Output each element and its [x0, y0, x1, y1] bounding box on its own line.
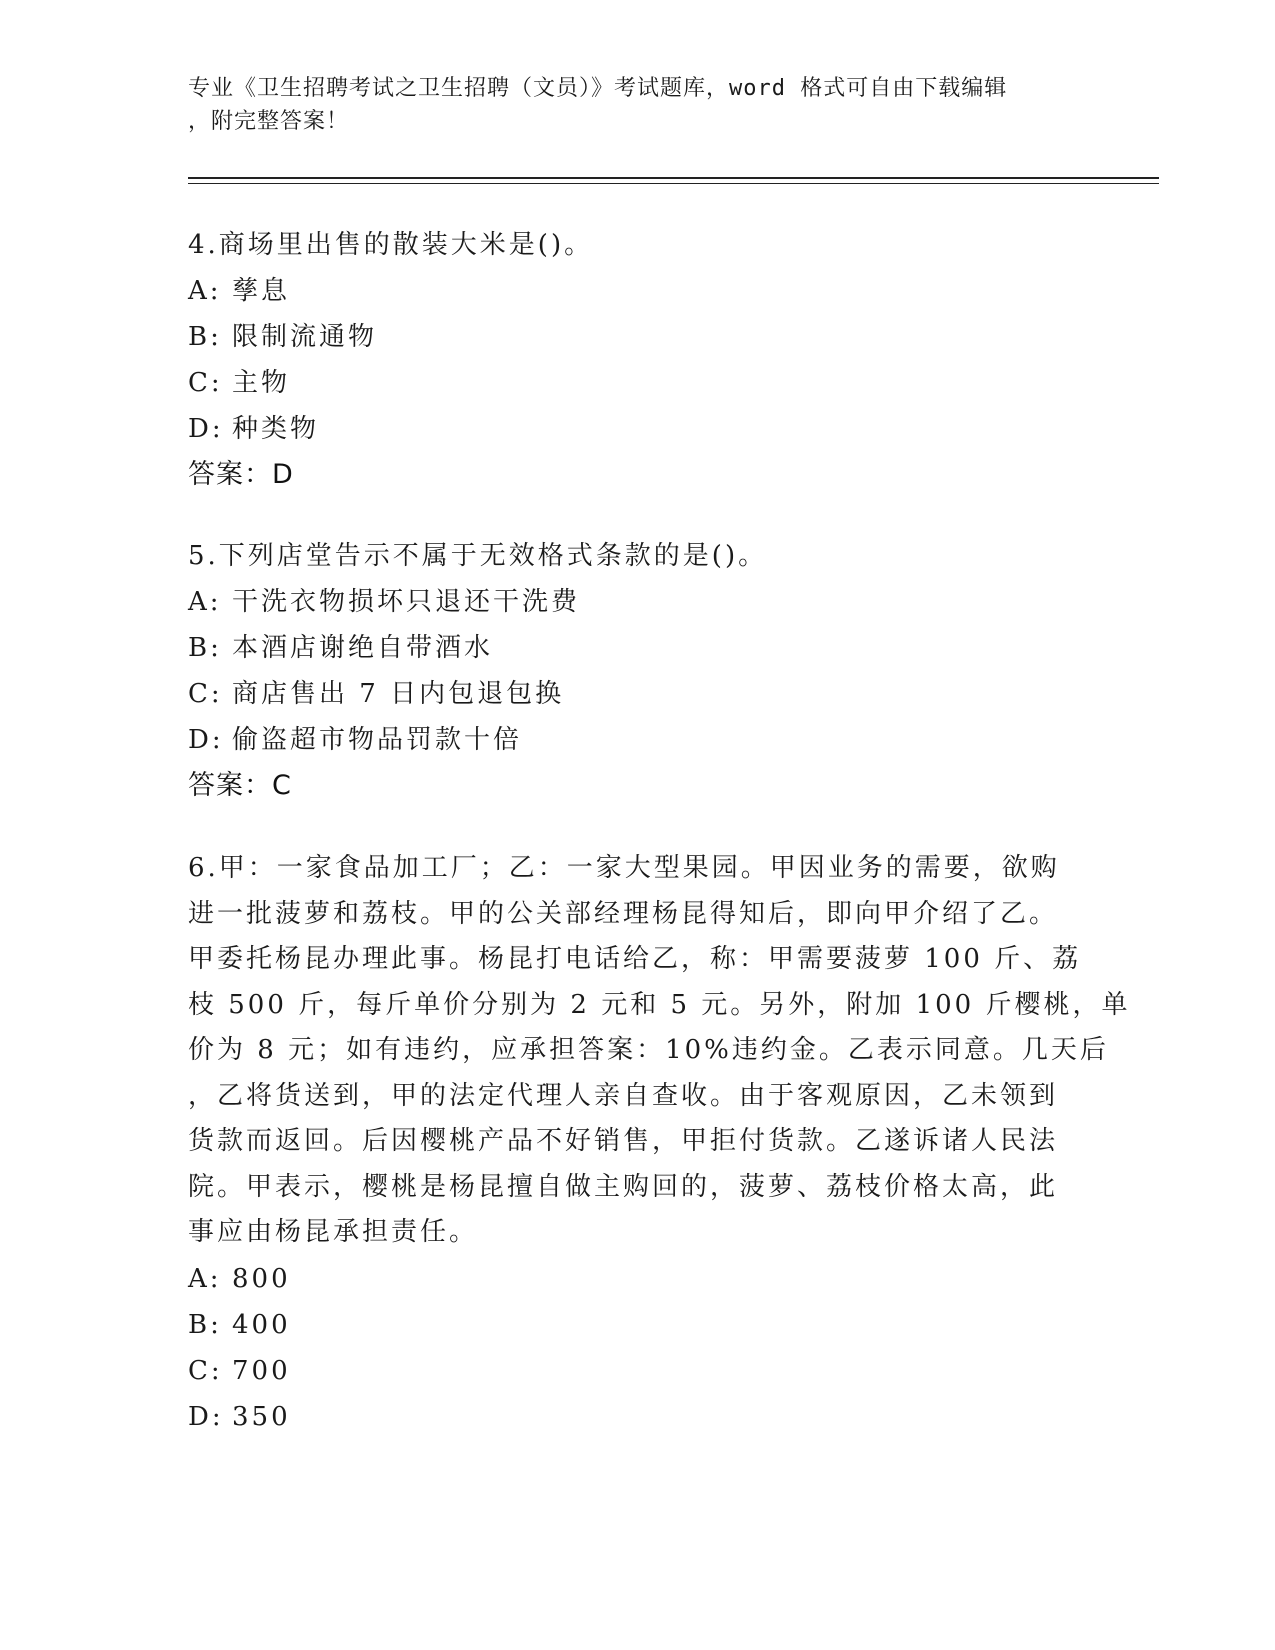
question-6	[188, 846, 1131, 1440]
header-line-2: ，附完整答案！	[188, 109, 350, 134]
option-key: D:	[188, 1401, 224, 1432]
question-4	[188, 222, 1088, 498]
question-stem-line: 院。甲表示，樱桃是杨昆擅自做主购回的，菠萝、荔枝价格太高，此	[188, 1171, 1059, 1202]
option-key: C:	[188, 368, 223, 398]
option-a	[188, 268, 1088, 314]
question-stem-line: 事应由杨昆承担责任。	[188, 1217, 479, 1247]
option-key: A:	[188, 587, 222, 617]
header-line-1: 专业《卫生招聘考试之卫生招聘（文员）》考试题库，word 格式可自由下载编辑	[188, 76, 1008, 101]
option-b	[188, 314, 1088, 360]
question-stem-line: ，乙将货送到，甲的法定代理人亲自查收。由于客观原因，乙未领到	[188, 1080, 1059, 1111]
option-key: B:	[188, 633, 222, 663]
option-key: A:	[188, 1263, 222, 1294]
option-text: 本酒店谢绝自带酒水	[232, 633, 494, 663]
option-c	[188, 1348, 1088, 1394]
option-d	[188, 1394, 1088, 1440]
option-d	[188, 717, 1088, 763]
option-key: D:	[188, 725, 224, 755]
option-key: C:	[188, 1355, 223, 1386]
header-rule-thick	[188, 177, 1159, 179]
answer-label: 答案：D	[188, 459, 294, 490]
option-b	[188, 1302, 1088, 1348]
option-text: 偷盗超市物品罚款十倍	[232, 725, 523, 755]
option-d	[188, 406, 1088, 452]
option-text: 限制流通物	[232, 322, 378, 352]
question-stem-line: 进一批菠萝和荔枝。甲的公关部经理杨昆得知后，即向甲介绍了乙。	[188, 898, 1059, 929]
option-text: 种类物	[232, 414, 320, 444]
option-a	[188, 1256, 1088, 1302]
option-key: A:	[188, 276, 222, 306]
option-text: 700	[232, 1355, 291, 1386]
question-5	[188, 533, 1088, 809]
question-stem: 4.商场里出售的散装大米是()。	[188, 230, 594, 260]
document-header	[188, 72, 1088, 138]
option-text: 孳息	[232, 276, 291, 306]
option-a	[188, 579, 1088, 625]
question-stem-line: 甲委托杨昆办理此事。杨昆打电话给乙，称：甲需要菠萝 100 斤、荔	[188, 944, 1082, 974]
option-text: 商店售出 7 日内包退包换	[232, 679, 565, 709]
option-text: 350	[232, 1401, 291, 1432]
option-key: C:	[188, 679, 223, 709]
question-stem-line: 枝 500 斤，每斤单价分别为 2 元和 5 元。另外，附加 100 斤樱桃，单	[188, 989, 1131, 1020]
question-stem-line: 6.甲：一家食品加工厂；乙：一家大型果园。甲因业务的需要，欲购	[188, 853, 1060, 883]
option-key: B:	[188, 322, 222, 352]
option-key: B:	[188, 1309, 222, 1340]
option-key: D:	[188, 414, 224, 444]
option-c	[188, 671, 1088, 717]
question-stem-line: 价为 8 元；如有违约，应承担答案：10%违约金。乙表示同意。几天后	[188, 1035, 1109, 1065]
option-text: 主物	[232, 368, 291, 398]
header-rule-thin	[188, 183, 1159, 184]
option-text: 800	[232, 1263, 291, 1294]
option-text: 干洗衣物损坏只退还干洗费	[232, 587, 581, 617]
answer-label: 答案：C	[188, 770, 292, 801]
option-b	[188, 625, 1088, 671]
question-stem-line: 货款而返回。后因樱桃产品不好销售，甲拒付货款。乙遂诉诸人民法	[188, 1126, 1059, 1156]
question-stem: 5.下列店堂告示不属于无效格式条款的是()。	[188, 541, 768, 571]
option-c	[188, 360, 1088, 406]
option-text: 400	[232, 1309, 291, 1340]
